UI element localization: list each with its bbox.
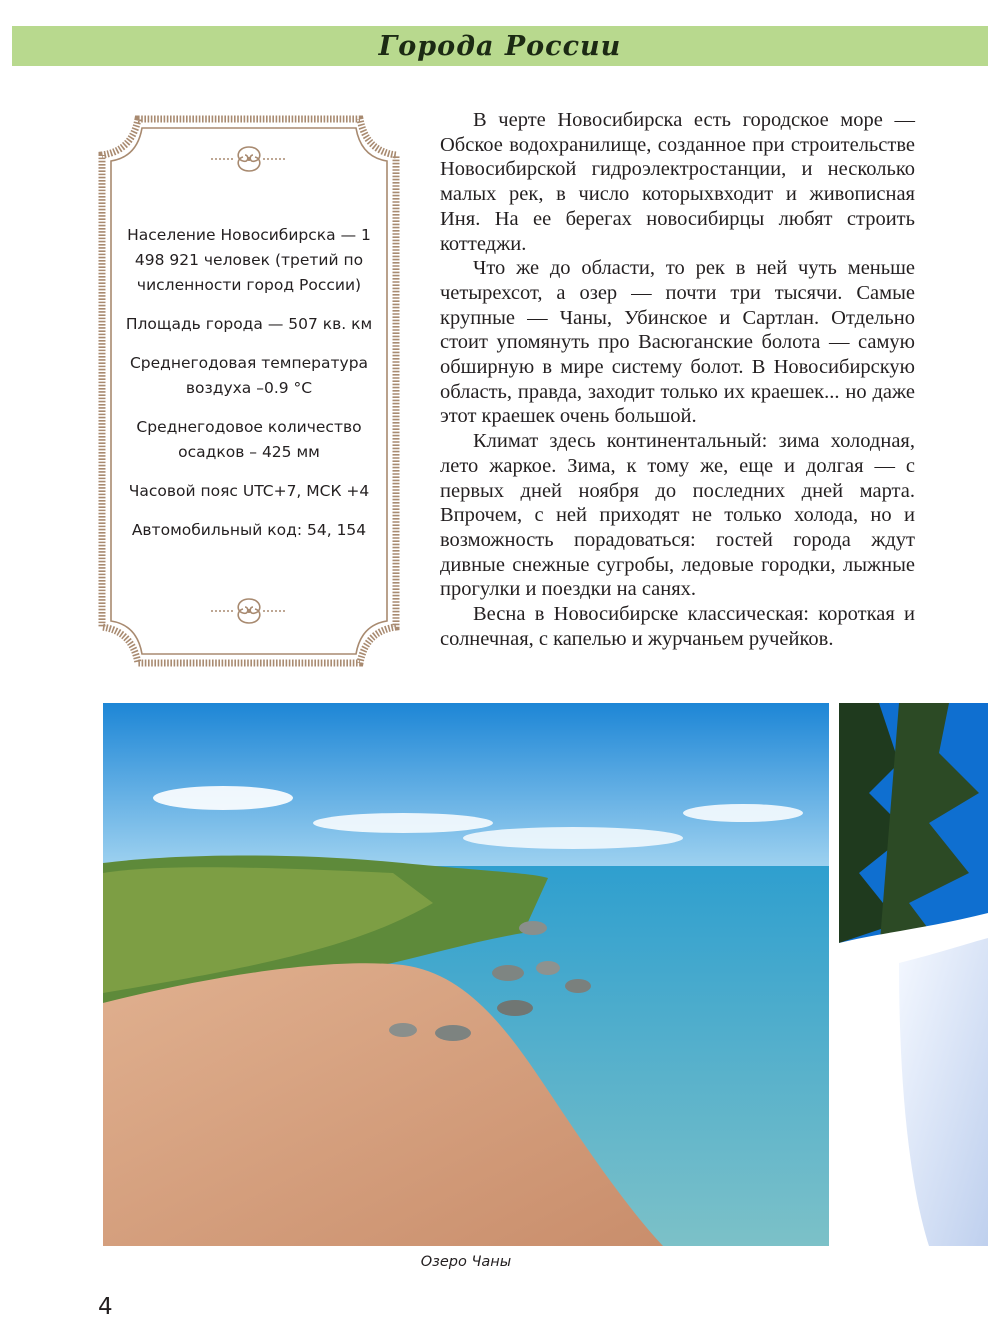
fact-population: Население Новосибирска — 1 498 921 человек (третий по численности город России) bbox=[127, 226, 371, 294]
fact-timezone: Часовой пояс UTC+7, МСК +4 bbox=[128, 482, 370, 500]
header-band bbox=[12, 26, 988, 66]
article-text bbox=[440, 108, 915, 651]
photo-caption: Озеро Чаны bbox=[420, 1254, 512, 1270]
fact-temperature: Среднегодовая температура воздуха –0.9 °С bbox=[129, 354, 369, 397]
facts-card bbox=[98, 115, 400, 667]
page-number: 4 bbox=[98, 1294, 113, 1320]
section-title: Города России bbox=[378, 30, 622, 62]
top-ornament-icon bbox=[209, 141, 289, 177]
winter-photo bbox=[839, 703, 988, 1246]
bottom-ornament-icon bbox=[209, 593, 289, 629]
fact-precipitation: Среднегодовое количество осадков – 425 мм bbox=[136, 418, 362, 461]
facts-list bbox=[124, 223, 374, 557]
paragraph-4: Весна в Новосибирске классическая: короткая и солнечная, с капелью и журчаньем ручейков. bbox=[440, 603, 915, 650]
fact-car-code: Автомобильный код: 54, 154 bbox=[131, 521, 367, 539]
paragraph-2: Что же до области, то рек в ней чуть меньше четырехсот, а озер — почти три тысячи. Самые крупные — Чаны, Убинское и Сартлан. Отдельно стоит упомянуть про Васюганские болота — самую обширную в мире систему болот. В Новосибирскую область, правда, заходит только их краешек... но даже этот краешек очень большой. bbox=[440, 257, 915, 428]
paragraph-1: В черте Новосибирска есть городское море — Обское водохранилище, созданное при строительстве Новосибирской гидроэлектростанции, и несколько малых рек, в число которыхвходит и живописная Иня. На ее берегах новосибирцы любят строить коттеджи. bbox=[440, 109, 915, 255]
fact-area: Площадь города — 507 кв. км bbox=[125, 315, 373, 333]
lake-photo bbox=[103, 703, 829, 1246]
paragraph-3: Климат здесь континентальный: зима холодная, лето жаркое. Зима, к тому же, еще и долгая — с первых дней ноября до последних дней марта. Впрочем, с ней приходят не только холода, но и возможность порадоваться: гостей города ждут дивные снежные сугробы, ледовые городки, лыжные прогулки и поездки на санях. bbox=[440, 430, 915, 601]
